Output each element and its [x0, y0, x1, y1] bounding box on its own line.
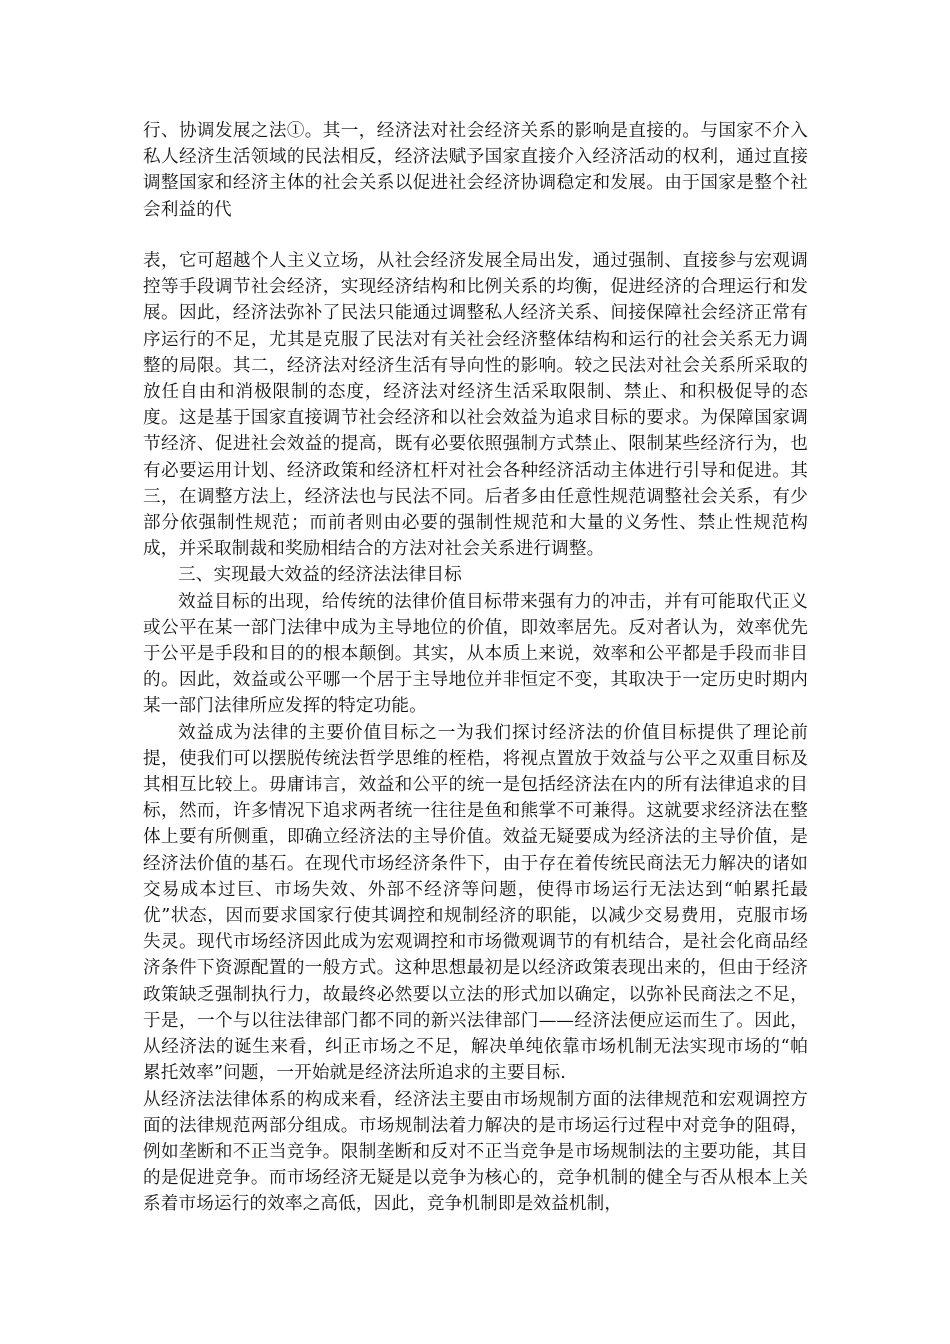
paragraph-benefit: 效益目标的出现，给传统的法律价值目标带来强有力的冲击，并有可能取代正义或公平在某一部门法律中成为主导地位的价值，即效率居先。反对者认为，效率优先于公平是手段和目的的根本颠倒。其实，从本质上来说，效率和公平都是手段而非目的。因此，效益或公平哪一个居于主导地位并非恒定不变，其取决于一定历史时期内某一部门法律所应发挥的特定功能。	[143, 591, 808, 717]
paragraph-intro: 行、协调发展之法①。其一，经济法对社会经济关系的影响是直接的。与国家不介入私人经济生活领域的民法相反，经济法赋予国家直接介入经济活动的权利，通过直接调整国家和经济主体的社会关系以促进社会经济协调稳定和发展。由于国家是整个社会利益的代	[143, 121, 808, 220]
section-heading: 三、实现最大效益的经济法法律目标	[178, 565, 462, 586]
paragraph-value: 效益成为法律的主要价值目标之一为我们探讨经济法的价值目标提供了理论前提，使我们可以摆脱传统法哲学思维的桎梏，将视点置放于效益与公平之双重目标及其相互比较上。毋庸讳言，效益和公平的统一是包括经济法在内的所有法律追求的目标，然而，许多情况下追求两者统一往往是鱼和熊掌不可兼得。这就要求经济法在整体上要有所侧重，即确立经济法的主导价值。效益无疑要成为经济法的主导价值，是经济法价值的基石。在现代市场经济条件下，由于存在着传统民商法无力解决的诸如交易成本过巨、市场失效、外部不经济等问题，使得市场运行无法达到“帕累托最优”状态，因而要求国家行使其调控和规制经济的职能，以减少交易费用，克服市场失灵。现代市场经济因此成为宏观调控和市场微观调节的有机结合，是社会化商品经济条件下资源配置的一般方式。这种思想最初是以经济政策表现出来的，但由于经济政策缺乏强制执行力，故最终必然要以立法的形式加以确定，以弥补民商法之不足，于是，一个与以往法律部门都不同的新兴法律部门——经济法便应运而生了。因此，从经济法的诞生来看，纠正市场之不足，解决单纯依靠市场机制无法实现市场的“帕累托效率”问题，一开始就是经济法所追求的主要目标.	[143, 722, 808, 1084]
paragraph-system: 从经济法法律体系的构成来看，经济法主要由市场规制方面的法律规范和宏观调控方面的法律规范两部分组成。市场规制法着力解决的是市场运行过程中对竞争的阻碍，例如垄断和不正当竞争。限制垄断和反对不正当竞争是市场规制法的主要功能，其目的是促进竞争。而市场经济无疑是以竞争为核心的，竞争机制的健全与否从根本上关系着市场运行的效率之高低，因此，竞争机制即是效益机制，	[143, 1089, 808, 1215]
text-block-top	[143, 118, 808, 223]
paragraph-continued: 表，它可超越个人主义立场，从社会经济发展全局出发，通过强制、直接参与宏观调控等手段调节社会经济，实现经济结构和比例关系的均衡，促进经济的合理运行和发展。因此，经济法弥补了民法只能通过调整私人经济关系、间接保障社会经济正常有序运行的不足，尤其是克服了民法对有关社会经济整体结构和运行的社会关系无力调整的局限。其二，经济法对经济生活有导向性的影响。较之民法对社会关系所采取的放任自由和消极限制的态度，经济法对经济生活采取限制、禁止、和积极促导的态度。这是基于国家直接调节社会经济和以社会效益为追求目标的要求。为保障国家调节经济、促进社会效益的提高，既有必要依照强制方式禁止、限制某些经济行为，也有必要运用计划、经济政策和经济杠杆对社会各种经济活动主体进行引导和促进。其三，在调整方法上，经济法也与民法不同。后者多由任意性规范调整社会关系，有少部分依强制性规范；而前者则由必要的强制性规范和大量的义务性、禁止性规范构成，并采取制裁和奖励相结合的方法对社会关系进行调整。	[143, 251, 808, 560]
text-block-main	[143, 248, 808, 1218]
